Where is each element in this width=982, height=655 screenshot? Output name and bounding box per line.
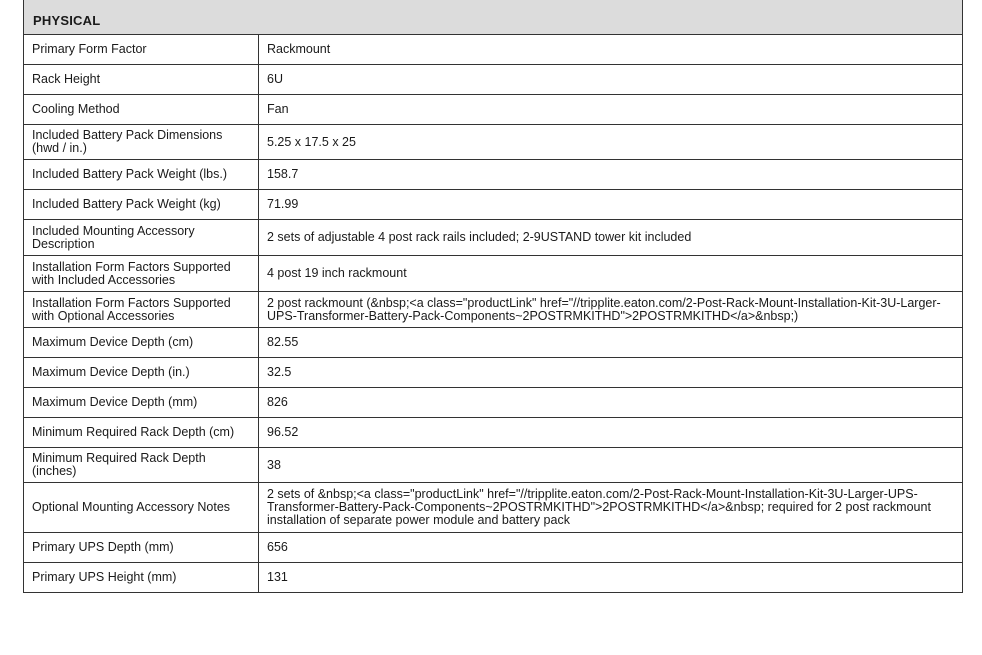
- spec-sheet: [23, 0, 963, 593]
- spec-row: [24, 448, 963, 483]
- spec-value: 71.99: [259, 190, 963, 220]
- spec-value: 826: [259, 388, 963, 418]
- spec-label: Included Mounting Accessory Description: [24, 220, 259, 256]
- spec-label: Minimum Required Rack Depth (inches): [24, 448, 259, 483]
- spec-label: Maximum Device Depth (mm): [24, 388, 259, 418]
- spec-label: Rack Height: [24, 65, 259, 95]
- spec-row: [24, 35, 963, 65]
- spec-row: [24, 190, 963, 220]
- spec-label: Included Battery Pack Weight (kg): [24, 190, 259, 220]
- spec-label: Primary UPS Depth (mm): [24, 533, 259, 563]
- spec-row: [24, 220, 963, 256]
- spec-row: [24, 160, 963, 190]
- spec-row: [24, 388, 963, 418]
- spec-label: Included Battery Pack Dimensions (hwd / in.): [24, 125, 259, 160]
- spec-value: 158.7: [259, 160, 963, 190]
- spec-value: Rackmount: [259, 35, 963, 65]
- spec-label: Optional Mounting Accessory Notes: [24, 483, 259, 533]
- spec-label: Primary Form Factor: [24, 35, 259, 65]
- spec-label: Minimum Required Rack Depth (cm): [24, 418, 259, 448]
- spec-value: 6U: [259, 65, 963, 95]
- spec-value: Fan: [259, 95, 963, 125]
- section-header: PHYSICAL: [23, 0, 963, 34]
- spec-value: 2 post rackmount (&nbsp;<a class="productLink" href="//tripplite.eaton.com/2-Post-Rack-Mount-Installation-Kit-3U-Larger-UPS-Transformer-Battery-Pack-Components~2POSTRMKITHD">2POSTRMKITHD</a>&nbsp;): [259, 292, 963, 328]
- spec-row: [24, 65, 963, 95]
- spec-value: 2 sets of adjustable 4 post rack rails included; 2-9USTAND tower kit included: [259, 220, 963, 256]
- spec-label: Installation Form Factors Supported with Optional Accessories: [24, 292, 259, 328]
- spec-label: Maximum Device Depth (cm): [24, 328, 259, 358]
- spec-row: [24, 533, 963, 563]
- spec-row: [24, 358, 963, 388]
- spec-value: 4 post 19 inch rackmount: [259, 256, 963, 292]
- spec-value: 32.5: [259, 358, 963, 388]
- spec-value: 38: [259, 448, 963, 483]
- spec-value: 96.52: [259, 418, 963, 448]
- spec-table-body: [24, 35, 963, 593]
- spec-value: 2 sets of &nbsp;<a class="productLink" href="//tripplite.eaton.com/2-Post-Rack-Mount-Installation-Kit-3U-Larger-UPS-Transformer-Battery-Pack-Components~2POSTRMKITHD">2POSTRMKITHD</a>&nbsp; required for 2 post rackmount installation of separate power module and battery pack: [259, 483, 963, 533]
- spec-label: Cooling Method: [24, 95, 259, 125]
- spec-row: [24, 483, 963, 533]
- spec-row: [24, 563, 963, 593]
- spec-value: 131: [259, 563, 963, 593]
- spec-label: Installation Form Factors Supported with Included Accessories: [24, 256, 259, 292]
- spec-row: [24, 95, 963, 125]
- spec-label: Maximum Device Depth (in.): [24, 358, 259, 388]
- spec-value: 82.55: [259, 328, 963, 358]
- spec-value: 5.25 x 17.5 x 25: [259, 125, 963, 160]
- spec-label: Included Battery Pack Weight (lbs.): [24, 160, 259, 190]
- spec-row: [24, 256, 963, 292]
- spec-label: Primary UPS Height (mm): [24, 563, 259, 593]
- spec-row: [24, 328, 963, 358]
- spec-row: [24, 418, 963, 448]
- spec-row: [24, 125, 963, 160]
- spec-value: 656: [259, 533, 963, 563]
- spec-table: [23, 34, 963, 593]
- spec-row: [24, 292, 963, 328]
